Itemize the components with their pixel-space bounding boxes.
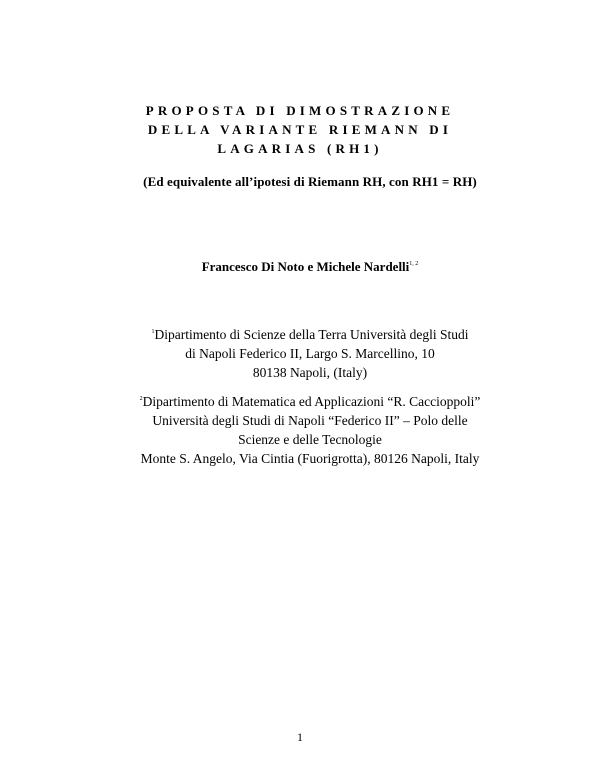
subtitle: (Ed equivalente all’ipotesi di Riemann RH, con RH1 = RH) — [143, 174, 477, 189]
affiliation-2 — [0, 390, 600, 468]
title-line-3: LAGARIAS (RH1) — [217, 141, 383, 156]
affiliation-2-line-4: Monte S. Angelo, Via Cintia (Fuorigrotta), 80126 Napoli, Italy — [140, 451, 480, 466]
affiliation-1-mark: 1 — [151, 329, 155, 335]
affiliation-1-line-3: 80138 Napoli, (Italy) — [252, 365, 368, 380]
title-line-2: DELLA VARIANTE RIEMANN DI — [147, 122, 453, 137]
author-names: Francesco Di Noto e Michele Nardelli — [201, 259, 410, 274]
author-affiliation-marks: 1, 2 — [409, 261, 419, 267]
affiliation-2-line-2: Università degli Studi di Napoli “Federico II” – Polo delle — [152, 413, 468, 428]
authors — [0, 259, 600, 275]
affiliation-2-line-1: $^2$Dipartimento di Matematica ed Applicazioni “R. Caccioppoli” — [139, 394, 481, 409]
affiliation-2-line-3: Scienze e delle Tecnologie — [238, 432, 382, 447]
affiliation-1-line-2: di Napoli Federico II, Largo S. Marcellino, 10 — [185, 346, 435, 361]
affiliation-1-line-1: $^1$Dipartimento di Scienze della Terra Università degli Studi — [151, 327, 469, 342]
affiliation-1 — [0, 323, 600, 382]
title-line-1: PROPOSTA DI DIMOSTRAZIONE — [145, 103, 455, 118]
page-number: 1 — [297, 730, 303, 744]
affiliation-2-mark: 2 — [139, 396, 143, 402]
